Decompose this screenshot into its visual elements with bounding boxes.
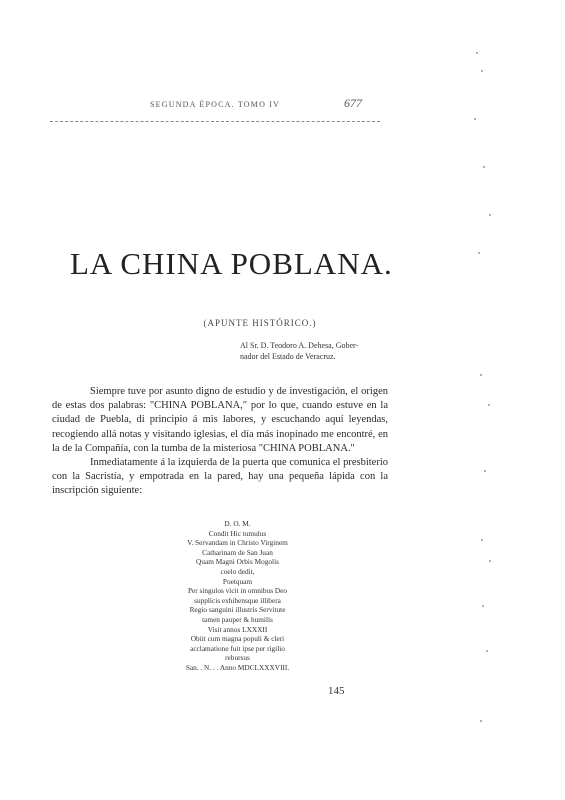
paragraph: Siempre tuve por asunto digno de estudio y de investigación, el origen de estas dos palabras: "CHINA POBLANA," por lo que, cuando estuve en la ciudad de Puebla, di principio á mis labores, y escuchando aquí leyendas, recogiendo allá notas y visitando iglesias, el día más inopinado me encontré, en la de la Compañía, con la tumba de la misteriosa "CHINA POBLANA." xyxy=(52,386,388,454)
running-head: SEGUNDA ÉPOCA. TOMO IV xyxy=(150,100,281,109)
inscription-line: coelo dedit, xyxy=(220,566,255,576)
dedication xyxy=(240,340,390,362)
article-subtitle: (APUNTE HISTÓRICO.) xyxy=(203,318,317,328)
dedication-line: Al Sr. D. Teodoro A. Dehesa, Gober- xyxy=(240,341,359,350)
inscription-line: Catharinam de San Juan xyxy=(202,547,273,557)
header-rule xyxy=(50,121,380,122)
inscription xyxy=(140,519,335,673)
paragraph: Inmediatamente á la izquierda de la puerta que comunica el presbiterio con la Sacristía, y empotrada en la pared, hay una pequeña lápida con la inscripción siguiente: xyxy=(52,457,388,497)
inscription-line: rebursus xyxy=(225,653,250,663)
inscription-line: Obiit cum magna populi & cleri xyxy=(190,634,285,644)
inscription-line: acclamatione fuit ipse per rigilio xyxy=(190,643,285,653)
article-body xyxy=(52,385,388,499)
inscription-line: D. O. M. xyxy=(224,519,251,528)
inscription-line: tamen pauper & humilis xyxy=(202,614,273,624)
inscription-line: supplicis exhibensque illibera xyxy=(194,595,281,605)
inscription-line: Quam Magni Orbis Mogolis xyxy=(196,557,279,567)
inscription-line: San. . N. . . Anno MDCLXXXVIII. xyxy=(185,662,290,672)
inscription-line: Poetquam xyxy=(222,576,253,586)
dedication-line: nador del Estado de Veracruz. xyxy=(240,352,336,361)
inscription-line: Per singulos vicit in omnibus Deo xyxy=(187,586,288,596)
inscription-line: Condit Hic tumulus xyxy=(208,528,267,538)
page-number-bottom: 145 xyxy=(328,685,345,697)
inscription-line: Regio sanguini illustris Servitute xyxy=(189,605,286,615)
inscription-line: Visit annos LXXXII xyxy=(207,624,268,634)
page-number-top: 677 xyxy=(344,96,362,110)
article-title: LA CHINA POBLANA. xyxy=(70,246,393,281)
inscription-line: V. Servandam in Christo Virginem xyxy=(187,538,288,548)
